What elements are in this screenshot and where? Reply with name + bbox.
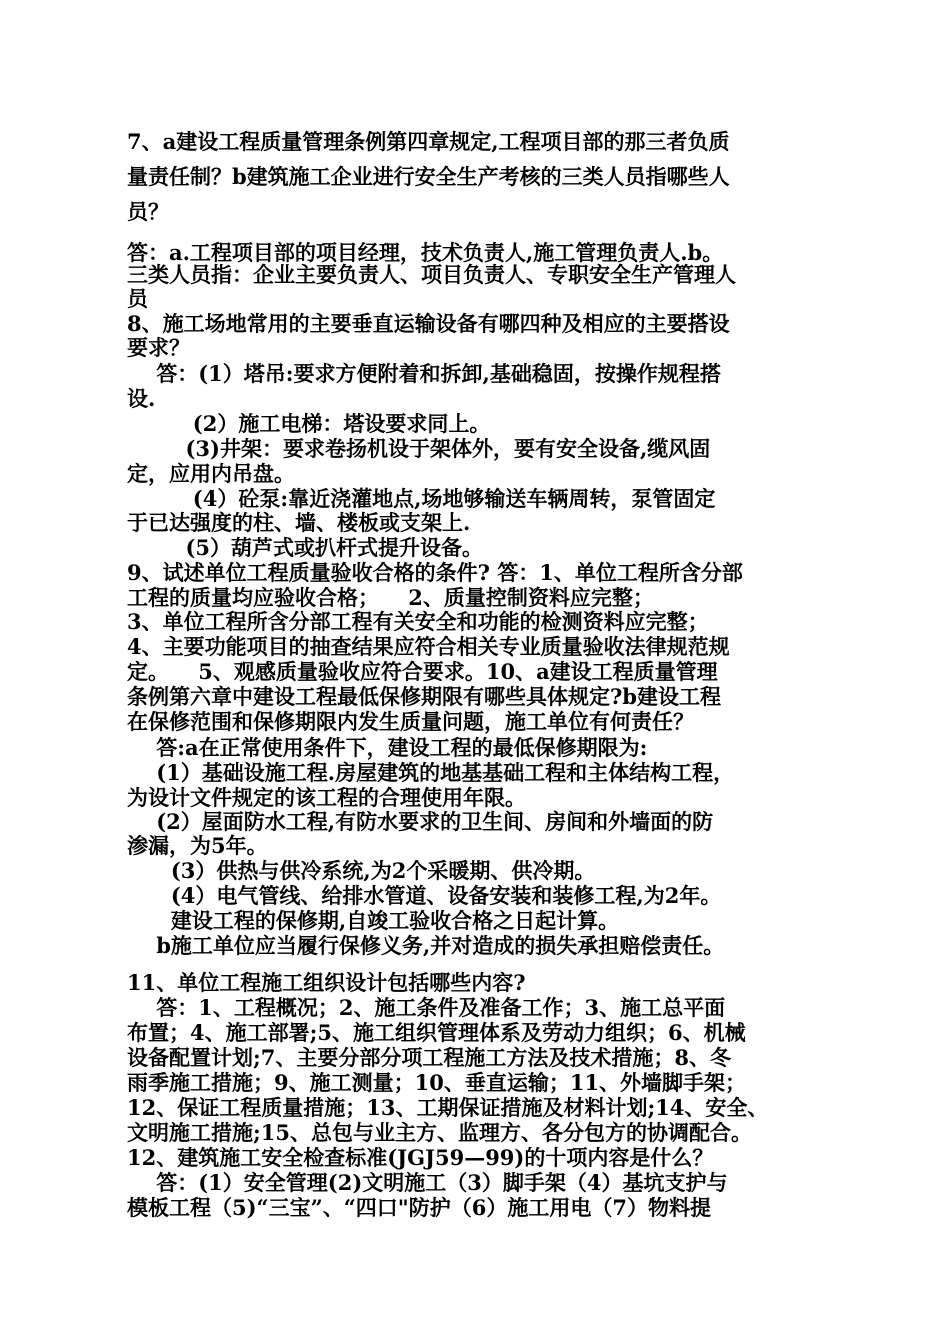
- text-line: 在保修范围和保修期限内发生质量问题，施工单位有何责任？: [127, 709, 694, 734]
- text-line: 建设工程的保修期,自竣工验收合格之日起计算。: [127, 908, 620, 933]
- text-line: 12、保证工程质量措施；13、工期保证措施及材料计划;14、安全、: [127, 1095, 769, 1120]
- text-line: 4、主要功能项目的抽查结果应符合相关专业质量验收法律规范规: [127, 634, 730, 659]
- text-line: (4）砼泵:靠近浇灌地点,场地够输送车辆周转，泵管固定: [127, 486, 716, 511]
- text-line: 11、单位工程施工组织设计包括哪些内容?: [127, 970, 526, 995]
- text-line: (1）基础设施工程.房屋建筑的地基基础工程和主体结构工程，: [127, 760, 735, 785]
- text-line: 定。 5、观感质量验收应符合要求。10、a建设工程质量管理: [127, 659, 718, 684]
- text-line: 3、单位工程所含分部工程有关安全和功能的检测资料应完整；: [127, 609, 709, 634]
- text-line: 三类人员指：企业主要负责人、项目负责人、专职安全生产管理人: [127, 262, 736, 287]
- text-line: (2）施工电梯：塔设要求同上。: [127, 411, 491, 436]
- text-line: 7、a建设工程质量管理条例第四章规定,工程项目部的那三者负质: [127, 129, 730, 154]
- text-line: (4）电气管线、给排水管道、设备安装和装修工程,为2年。: [127, 883, 722, 908]
- text-line: 12、建筑施工安全检查标准(JGJ59—99)的十项内容是什么？: [127, 1145, 714, 1170]
- text-line: 为设计文件规定的该工程的合理使用年限。: [127, 785, 526, 810]
- text-line: 文明施工措施;15、总包与业主方、监理方、各分包方的协调配合。: [127, 1120, 752, 1145]
- text-line: 定，应用内吊盘。: [127, 461, 295, 486]
- text-line: 答：a.工程项目部的项目经理，技术负责人,施工管理负责人.b。: [127, 240, 724, 265]
- text-line: (3）供热与供冷系统,为2个采暖期、供冷期。: [127, 858, 596, 883]
- text-line: (2）屋面防水工程,有防水要求的卫生间、房间和外墙面的防: [127, 809, 714, 834]
- text-line: 于已达强度的柱、墙、楼板或支架上.: [127, 510, 471, 535]
- text-line: 工程的质量均应验收合格； 2、质量控制资料应完整；: [127, 585, 654, 610]
- text-line: 雨季施工措施；9、施工测量；10、垂直运输；11、外墙脚手架；: [127, 1070, 747, 1095]
- text-line: 要求？: [127, 335, 190, 360]
- text-line: 9、试述单位工程质量验收合格的条件? 答：1、单位工程所含分部: [127, 560, 743, 585]
- text-line: 条例第六章中建设工程最低保修期限有哪些具体规定?b建设工程: [127, 684, 721, 709]
- text-line: 设备配置计划;7、主要分部分项工程施工方法及技术措施；8、冬: [127, 1045, 731, 1070]
- text-line: 员？: [127, 199, 169, 224]
- text-line: b施工单位应当履行保修义务,并对造成的损失承担赔偿责任。: [127, 933, 725, 958]
- text-line: 设.: [127, 386, 156, 411]
- text-line: 答:a在正常使用条件下，建设工程的最低保修期限为:: [127, 735, 648, 760]
- text-line: 量责任制？b建筑施工企业进行安全生产考核的三类人员指哪些人: [127, 164, 730, 189]
- text-line: 答：(1）安全管理(2)文明施工（3）脚手架（4）基坑支护与: [127, 1170, 728, 1195]
- text-line: 布置；4、施工部署;5、施工组织管理体系及劳动力组织；6、机械: [127, 1020, 746, 1045]
- text-line: 8、施工场地常用的主要垂直运输设备有哪四种及相应的主要搭设: [127, 311, 730, 336]
- text-line: (3)井架：要求卷扬机设于架体外，要有安全设备,缆风固: [127, 436, 711, 461]
- text-line: 模板工程（5)“三宝”、“四口"防护（6）施工用电（7）物料提: [127, 1195, 711, 1220]
- text-line: 答：1、工程概况；2、施工条件及准备工作；3、施工总平面: [127, 995, 726, 1020]
- text-line: 员: [127, 286, 148, 311]
- text-line: 答：(1）塔吊:要求方便附着和拆卸,基础稳固，按操作规程搭: [127, 361, 721, 386]
- text-line: 渗漏，为5年。: [127, 833, 268, 858]
- text-line: (5）葫芦式或扒杆式提升设备。: [127, 535, 484, 560]
